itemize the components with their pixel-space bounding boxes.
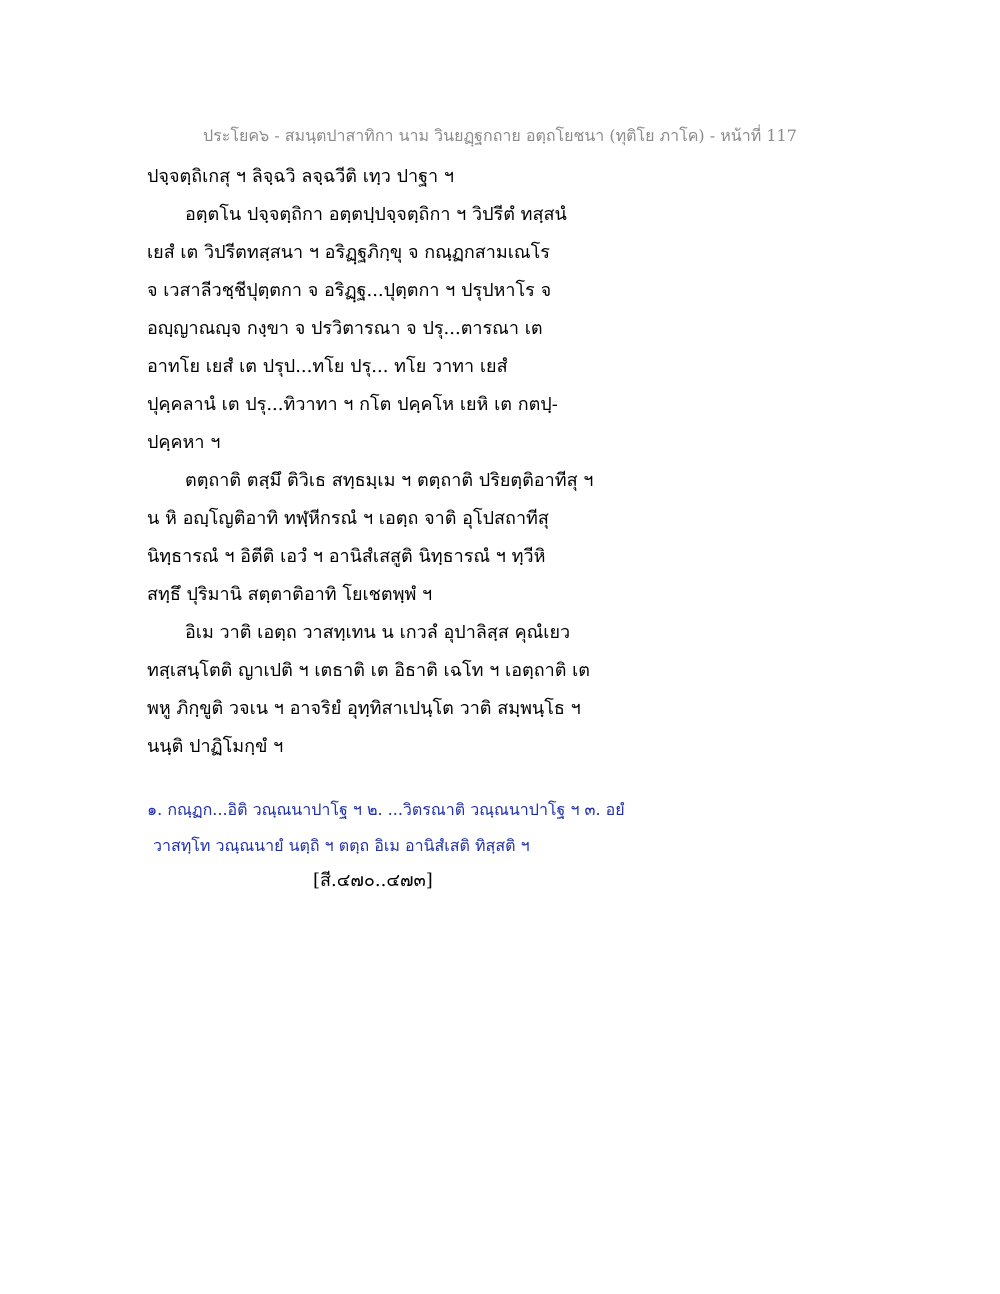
text-line: อญฺญาณญฺจ กงฺขา จ ปรวิตารณา จ ปรุ...ตารณา เต	[147, 318, 543, 339]
text-line: อาทโย เยสํ เต ปรุป...ทโย ปรุ... ทโย วาทา เยสํ	[147, 356, 508, 377]
text-line: สทฺธึ ปุริมานิ สตฺตาติอาทิ โยเชตพฺพํ ฯ	[147, 584, 433, 605]
text-line: นนฺติ ปาฏิโมกฺขํ ฯ	[147, 736, 284, 757]
footnotes	[147, 792, 887, 864]
text-line: ปจฺจตฺถิเกสุ ฯ ลิจฺฉวิ ลจฺฉวีติ เทฺว ปาฐา ฯ	[147, 166, 454, 187]
text-line: ปุคฺคลานํ เต ปรุ...ทิวาทา ฯ กโต ปคฺคโห เยหิ เต กตปฺ-	[147, 394, 558, 415]
text-line: เยสํ เต วิปรีตทสฺสนา ฯ อริฏฺฐภิกฺขุ จ กณฺฏกสามเณโร	[147, 242, 550, 263]
page-reference: [สี.๔๗๐..๔๗๓]	[313, 870, 433, 891]
paragraph-start-line: อตฺตโน ปจฺจตฺถิกา อตฺตปฺปจฺจตฺถิกา ฯ วิปรีตํ ทสฺสนํ	[185, 204, 567, 225]
text-line: ปคฺคหา ฯ	[147, 432, 221, 453]
text-line: น หิ อญฺโญติอาทิ ทฬฺหีกรณํ ฯ เอตฺถ จาติ อุโปสถาทีสุ	[147, 508, 549, 529]
running-header: ประโยค๖ - สมนฺตปาสาทิกา นาม วินยฏฺฐกถาย อตฺถโยชนา (ทุติโย ภาโค) - หน้าที่ 117	[203, 126, 797, 145]
paragraph-start-line: อิเม วาติ เอตฺถ วาสทฺเทน น เกวลํ อุปาลิสฺส คุณํเยว	[185, 622, 571, 643]
text-line: พหู ภิกฺขูติ วจเน ฯ อาจริยํ อุทฺทิสาเปนฺโต วาติ สมฺพนฺโธ ฯ	[147, 698, 581, 719]
text-line: จ เวสาลีวชฺชีปุตฺตกา จ อริฏฺฐ...ปุตฺตกา ฯ ปรุปหาโร จ	[147, 280, 552, 301]
footnote-line: วาสทฺโท วณฺณนายํ นตฺถิ ฯ ตตฺถ อิเม อานิสํเสติ ทิสฺสติ ฯ	[153, 836, 530, 855]
footnote-line: ๑. กณฺฏก...อิติ วณฺณนาปาโฐ ฯ ๒. ...วิตรณาติ วณฺณนาปาโฐ ฯ ๓. อยํ	[147, 800, 625, 819]
text-line: ทสฺเสนฺโตติ ญาเปติ ฯ เตธาติ เต อิธาติ เฉโท ฯ เอตฺถาติ เต	[147, 660, 590, 681]
text-line: นิทฺธารณํ ฯ อิตีติ เอวํ ฯ อานิสํเสสูติ นิทฺธารณํ ฯ ทฺวีหิ	[147, 546, 546, 567]
paragraph-start-line: ตตฺถาติ ตสฺมึ ติวิเธ สทฺธมฺเม ฯ ตตฺถาติ ปริยตฺติอาทีสุ ฯ	[185, 470, 594, 491]
body-text	[147, 158, 887, 766]
